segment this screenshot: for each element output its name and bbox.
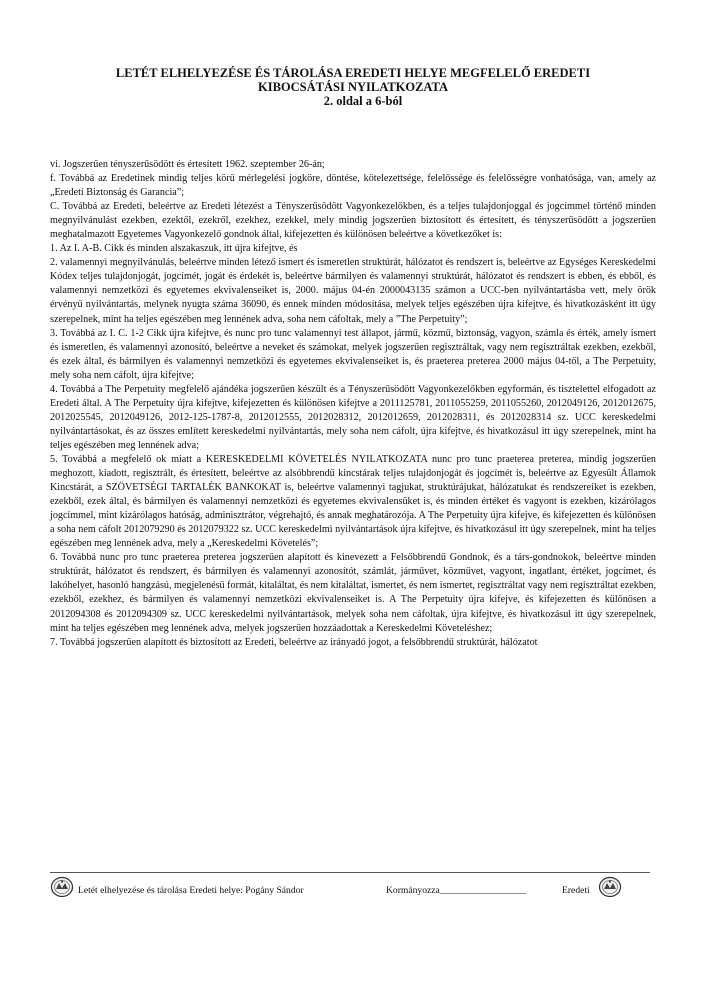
paragraph-4: 4. Továbbá a The Perpetuity megfelelő ajándéka jogszerűen készült és a Tényszerűsödött Vagyonkezelőkben egyformán, és tisztelettel elfogadott az Eredeti által. A The Perpetuity újra kifejtve, kifejezetten és különösen kifejtve a 2011125781, 2011055259, 2011055260, 2012049126, 2012012675, 2012025545, 2012049126, 2012-125-1787-8, 2012012555, 2012028312, 2012012659, 2012028311, és 2012028314 sz. UCC kereskedelmi nyilvántartásokat, és az összes említett kereskedelmi nyilvántartás, mely soha nem cáfolt, újra kifejtve, és hivatkozásul itt úgy szerepelnek, mint ha teljes egészében meg lennének adva; — [50, 383, 656, 451]
paragraph-1: 1. Az I. A-B. Cikk és minden alszakaszuk, itt újra kifejtve, és — [50, 243, 298, 255]
document-body — [50, 158, 656, 650]
footer-location-text: Letét elhelyezése és tárolása Eredeti helye: Pogány Sándor — [78, 885, 304, 896]
page-number-label: 2. oldal a 6-ból — [323, 94, 403, 108]
paragraph-7: 7. Továbbá jogszerűen alapított és biztosított az Eredeti, beleértve az irányadó jogot, a felsőbbrendű struktúrát, hálózatot — [50, 636, 538, 648]
footer-divider — [50, 872, 650, 873]
paragraph-vi: vi. Jogszerűen tényszerűsödött és értesített 1962. szeptember 26-án; — [50, 159, 325, 170]
paragraph-5: 5. Továbbá a megfelelő ok miatt a KERESKEDELMI KÖVETELÉS NYILATKOZATA nunc pro tunc praeterea preterea, mindig jogszerűen meghozott, kiadott, regisztrált, és értesített, beleértve az alsóbbrendű kincstárak teljes tulajdonjogát és jogcímét is, beleértve az Egyesült Államok Kincstárát, a SZÖVETSÉGI TARTALÉK BANKOKAT is, beleértve valamennyi tagjukat, struktúrájukat, hálózatukat és rendszereiket is ezekben, ezekből, ezek által, és bármilyen és valamennyi nemzetközi és egyetemes ekvivalensüket is, és minden értéket és vagyont is ezekben, kizárólagos jogcímmel, mint kizárólagos hatóság, adminisztrátor, végrehajtó, és annak meghatározója. A The Perpetuity újra kifejve, és kifejezetten és különösen a soha nem cáfolt 2012079290 és 2012079322 sz. UCC kereskedelmi nyilvántartások újra kifejtve, és hivatkozásul itt úgy szerepelnek, mint ha teljes egészében meg lennének adva, mely a „Kereskedelmi Követelés”; — [50, 453, 656, 550]
document-title — [60, 66, 646, 108]
footer-original-text: Eredeti — [562, 885, 590, 896]
page-footer — [50, 876, 660, 906]
seal-logo-icon — [50, 876, 74, 898]
title-line-2: KIBOCSÁTÁSI NYILATKOZATA — [258, 80, 448, 94]
footer-governed-by-text: Kormányozza__________________ — [386, 885, 527, 896]
paragraph-c: C. Továbbá az Eredeti, beleértve az Eredeti létezést a Tényszerűsödött Vagyonkezelőkben, és a teljes tulajdonjoggal és jogcímmel történő minden megnyilvánulást ezekben, ezektől, ezekről, ezekhez, ezekkel, mely mindig jogszerűen biztosított és értesített, és tényszerűsödött a jogszerűen meghatalmazott Egyetemes Vagyonkezelő gondnok által, kifejezetten és különösen beleértve a következőket is: — [50, 201, 656, 241]
title-line-1: LETÉT ELHELYEZÉSE ÉS TÁROLÁSA EREDETI HELYE MEGFELELŐ EREDETI — [115, 66, 591, 80]
paragraph-3: 3. Továbbá az I. C. 1-2 Cikk újra kifejtve, és nunc pro tunc valamennyi test állapot, jármű, közmű, biztonság, vagyon, számla és érték, amely ismert és ismeretlen, és valamennyi azonosító, beleértve a neveket és számokat, melyek jogszerűen regisztráltak, vagy nem regisztráltak ezekben, ezekből, és ezek által, és bármilyen és valamennyi nemzetközi és egyetemes ekvivalenseiket is, és praeterea preterea 2000 május 04-től, a The Perpetuity, mely soha nem cáfolt, újra kifejtve; — [50, 327, 656, 381]
paragraph-6: 6. Továbbá nunc pro tunc praeterea preterea jogszerűen alapított és kinevezett a Felsőbbrendű Gondnok, és a társ-gondnokok, beleértve minden struktúrát, hálózatot és rendszert, és bármilyen és valamennyi azonosítót, számlát, járművet, közművet, vagyont, ingatlant, értéket, jogcímet, és lakóhelyet, hasonló hangzású, megjelenésű formát, kitaláltat, és nem kitaláltat, ismertet, és nem ismertet, regisztráltat vagy nem regisztráltat ezekben, ezekből, ezekhez, és bármilyen és valamennyi nemzetközi ekvivalenseiket is. A The Perpetuity újra kifejve, és kifejezetten és különösen a 2012094308 és 2012094309 sz. UCC kereskedelmi nyilvántartások, melyek soha nem cáfoltak, újra kifejtve, és hivatkozásul itt úgy szerepelnek, mint ha teljes egészében meg lennének adva, melyek jogszerűen hozzáadottak a Kereskedelmi Követeléshez; — [50, 552, 656, 634]
paragraph-f: f. Továbbá az Eredetinek mindig teljes körű mérlegelési jogköre, döntése, kötelezettsége, felelőssége és felelősségre vonhatósága, van, amely az „Eredeti Biztonság és Garancia”; — [50, 173, 656, 199]
paragraph-2: 2. valamennyi megnyilvánulás, beleértve minden létező ismert és ismeretlen struktúrát, hálózatot és rendszert is, beleértve az Egységes Kereskedelmi Kódex teljes tulajdonjogát, jogcímét, jogát és érdekét is, beleértve bármilyen és valamennyi struktúrát, hálózatot és rendszert is ebben, és ebből, és valamennyi nemzetközi és egyetemes ekvivalenseiket is, 2000. május 04-én 2000043135 számon a UCC-ben nyilvántartásba vett, mely örök érvényű nyilvántartás, melynek nyugta száma 36090, és ennek minden módosítása, melyek teljes egészében újra kifejtve, és hivatkozásként itt úgy szerepelnek, mint ha teljes egészében meg lennének adva, soha nem cáfoltak, mely a ”The Perpetuity”; — [50, 257, 656, 325]
seal-logo-icon — [598, 876, 622, 898]
